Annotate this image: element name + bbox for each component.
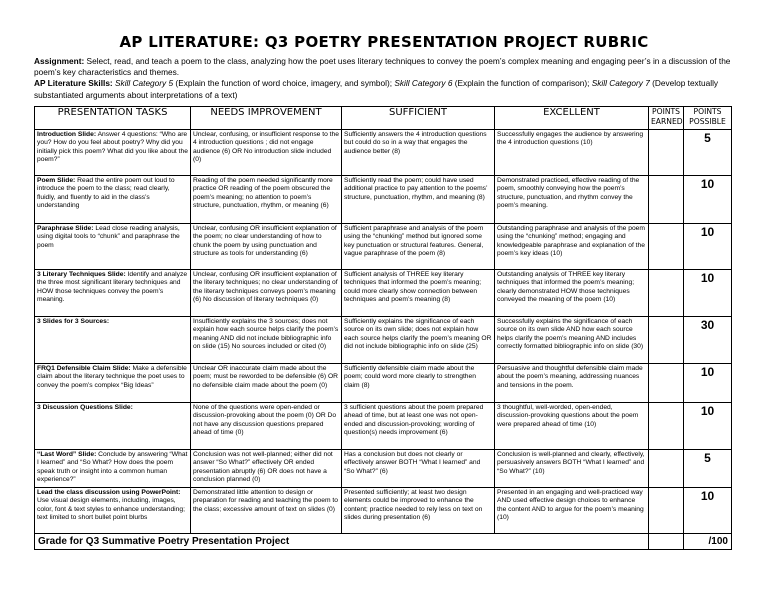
points-possible-cell: 10 [684, 364, 732, 403]
needs-cell: None of the questions were open-ended or discussion-provoking about the poem (0) OR Do not have any discussion questions prepared ahead of time (0) [191, 403, 342, 450]
task-title: Paraphrase Slide: [37, 225, 94, 232]
table-row [35, 270, 732, 317]
table-row [35, 403, 732, 450]
page-title: AP LITERATURE: Q3 POETRY PRESENTATION PROJECT RUBRIC [119, 33, 649, 51]
sufficient-cell: Sufficient analysis of THREE key literary techniques that informed the poem’s meaning; could more clearly show connection between techniques and poem’s meaning (8) [342, 270, 495, 317]
task-title: 3 Literary Techniques Slide: [37, 271, 126, 278]
task-cell [35, 130, 191, 176]
excellent-cell: Successfully explains the significance of each source on its own slide AND how each source helps clarify the poem’s meaning AND includes correctly formatted bibliographic info on slide (30) [495, 317, 649, 364]
needs-cell: Insufficiently explains the 3 sources; does not explain how each source helps clarify the poem’s meaning AND did not include bibliographic info on slide (15) No sources included or cited (0) [191, 317, 342, 364]
skill-category-7: Skill Category 7 [591, 78, 650, 89]
task-text: Identify and analyze the three most significant literary techniques and HOW those techniques convey the poem’s meaning. [37, 271, 188, 304]
task-cell [35, 403, 191, 450]
points-earned-cell [649, 450, 684, 488]
points-earned-cell [649, 403, 684, 450]
skills-label: AP Literature Skills: [34, 78, 113, 89]
task-title: FRQ1 Defensible Claim Slide: [37, 365, 131, 372]
points-possible-cell: 10 [684, 224, 732, 270]
skill-category-6: Skill Category 6 [394, 78, 453, 89]
skills-line [34, 78, 734, 100]
assignment-text: Select, read, and teach a poem to the class, analyzing how the poet uses literary techniques to convey the poem’s complex meaning and engaging peer’s in a discussion of the poem’s key characteristics and themes. [34, 56, 731, 78]
skill-category-7-desc: (Develop textually substantiated arguments about interpretations of a text) [34, 78, 719, 100]
excellent-cell: Outstanding paraphrase and analysis of the poem using the “chunking” method; engaging and knowledgeable paraphrase and explanation of the poem’s key ideas (10) [495, 224, 649, 270]
needs-cell: Demonstrated little attention to design or preparation for reading and teaching the poem to the class; excessive amount of text on slides (0) [191, 488, 342, 534]
excellent-cell: Demonstrated practiced, effective reading of the poem, smoothly conveying how the poem’s structure, punctuation, and rhythm convey the poem’s meaning. [495, 176, 649, 224]
sufficient-cell: Sufficiently answers the 4 introduction questions but could do so in a way that engages the audience better (8) [342, 130, 495, 176]
points-possible-cell: 10 [684, 403, 732, 450]
table-row [35, 450, 732, 488]
total-label: Grade for Q3 Summative Poetry Presentation Project [35, 534, 649, 550]
total-possible-cell: /100 [684, 534, 732, 550]
points-possible-cell: 10 [684, 176, 732, 224]
rubric-table [34, 106, 732, 550]
points-possible-cell: 30 [684, 317, 732, 364]
header-tasks: PRESENTATION TASKS [35, 107, 191, 130]
task-title: 3 Discussion Questions Slide: [37, 404, 133, 411]
task-text: Answer 4 questions: “Who are you? How do you feel about poetry? Why did you initially pick this poem? What did you like about the poem?” [37, 131, 188, 164]
needs-cell: Unclear, confusing OR insufficient explanation of the poem; no clear understanding of how to chunk the poem by using punctuation and structure as tools for understanding (6) [191, 224, 342, 270]
points-earned-cell [649, 488, 684, 534]
assignment-line [34, 56, 734, 78]
sufficient-cell: Presented sufficiently; at least two design elements could be improved to enhance the content; practice needed to rely less on text on slides during presentation (6) [342, 488, 495, 534]
table-row [35, 488, 732, 534]
task-cell [35, 270, 191, 317]
total-earned-cell [649, 534, 684, 550]
table-row [35, 224, 732, 270]
excellent-cell: Outstanding analysis of THREE key literary techniques that informed the poem’s meaning; clearly demonstrated HOW those techniques conveyed the meaning of the poem (10) [495, 270, 649, 317]
task-cell [35, 488, 191, 534]
needs-cell: Unclear OR inaccurate claim made about the poem; must be reworded to be defensible (6) OR no defensible claim made about the poem (0) [191, 364, 342, 403]
task-text: Make a defensible claim about the literary technique the poet uses to convey the poem’s complex “Big Ideas” [37, 365, 187, 389]
task-title: “Last Word” Slide: [37, 451, 97, 458]
needs-cell: Conclusion was not well-planned; either did not answer “So What?” effectively OR ended presentation abruptly (6) OR does not have a conclusion planned (0) [191, 450, 342, 488]
points-possible-cell: 10 [684, 270, 732, 317]
points-earned-cell [649, 270, 684, 317]
points-earned-cell [649, 176, 684, 224]
task-title: 3 Slides for 3 Sources: [37, 318, 110, 325]
points-possible-cell: 5 [684, 130, 732, 176]
intro-block [34, 56, 734, 101]
skill-category-6-desc: (Explain the function of comparison); [452, 78, 592, 89]
needs-cell: Unclear, confusing, or insufficient response to the 4 introduction questions ; did not engage audience (6) OR No introduction slide included (0) [191, 130, 342, 176]
task-cell [35, 364, 191, 403]
sufficient-cell: 3 sufficient questions about the poem prepared ahead of time, but at least one was not open-ended and discussion-provoking; wording of question(s) needs improvement (6) [342, 403, 495, 450]
header-excellent: EXCELLENT [495, 107, 649, 130]
sufficient-cell: Sufficiently defensible claim made about the poem; could word more clearly to strengthen claim (8) [342, 364, 495, 403]
task-cell [35, 317, 191, 364]
task-title: Introduction Slide: [37, 131, 97, 138]
points-possible-cell: 10 [684, 488, 732, 534]
task-text: Conclude by answering “What I learned” and “So What? How does the poem speak truth or insight into a common human experience?” [37, 451, 188, 484]
excellent-cell: Conclusion is well-planned and clearly, effectively, persuasively answers BOTH “What I learned” and “So What?” (10) [495, 450, 649, 488]
header-row [35, 107, 732, 130]
task-text: Use visual design elements, including, images, color, font & text styles to enhance understanding; text limited to short bullet point blurbs [37, 497, 185, 522]
task-title: Poem Slide: [37, 177, 76, 184]
header-points-possible: POINTS POSSIBLE [684, 107, 732, 130]
task-cell [35, 176, 191, 224]
assignment-label: Assignment: [34, 56, 85, 66]
skill-category-5: Skill Category 5 [115, 78, 174, 89]
excellent-cell: Persuasive and thoughtful defensible claim made about the poem’s meaning, addressing nuances and tensions in the poem. [495, 364, 649, 403]
needs-cell: Unclear, confusing OR insufficient explanation of the literary techniques; no clear understanding of the literary techniques conveys poem’s meaning (6) No discussion of literary techniques (0) [191, 270, 342, 317]
header-sufficient: SUFFICIENT [342, 107, 495, 130]
total-row [35, 534, 732, 550]
points-earned-cell [649, 364, 684, 403]
needs-cell: Reading of the poem needed significantly more practice OR reading of the poem obscured the poem’s meaning; no attention to poem’s structure, punctuation, rhythm, or meaning (6) [191, 176, 342, 224]
excellent-cell: 3 thoughtful, well-worded, open-ended, discussion-provoking questions about the poem were prepared ahead of time (10) [495, 403, 649, 450]
table-row [35, 176, 732, 224]
points-earned-cell [649, 224, 684, 270]
task-cell [35, 224, 191, 270]
sufficient-cell: Has a conclusion but does not clearly or effectively answer BOTH “What I learned” and “So What?” (6) [342, 450, 495, 488]
table-row [35, 130, 732, 176]
points-earned-cell [649, 130, 684, 176]
sufficient-cell: Sufficiently read the poem; could have used additional practice to pay attention to the poems’ structure, punctuation, rhythm, and meaning (8) [342, 176, 495, 224]
points-possible-cell: 5 [684, 450, 732, 488]
task-text: Read the entire poem out loud to introduce the poem to the class; read clearly, fluidly, and fluently to aid in the class’s understanding [37, 177, 175, 210]
sufficient-cell: Sufficiently explains the significance of each source on its own slide; does not explain how each source helps clarify the poem’s meaning OR did not include bibliographic info on slide (25) [342, 317, 495, 364]
sufficient-cell: Sufficient paraphrase and analysis of the poem using the “chunking” method but ignored some key punctuation or structural features. General, vague paraphrase of the poem (8) [342, 224, 495, 270]
task-cell [35, 450, 191, 488]
table-row [35, 364, 732, 403]
table-row [35, 317, 732, 364]
header-points-earned: POINTS EARNED [649, 107, 684, 130]
skill-category-5-desc: (Explain the function of word choice, imagery, and symbol); [173, 78, 395, 89]
task-text: Lead close reading analysis, using digital tools to “chunk” and paraphrase the poem [37, 225, 180, 249]
task-title: Lead the class discussion using PowerPoint: [37, 489, 181, 496]
excellent-cell: Presented in an engaging and well-practiced way AND used effective design choices to enhance the content AND to argue for the poem’s meaning (10) [495, 488, 649, 534]
points-earned-cell [649, 317, 684, 364]
header-needs-improvement: NEEDS IMPROVEMENT [191, 107, 342, 130]
excellent-cell: Successfully engages the audience by answering the 4 introduction questions (10) [495, 130, 649, 176]
